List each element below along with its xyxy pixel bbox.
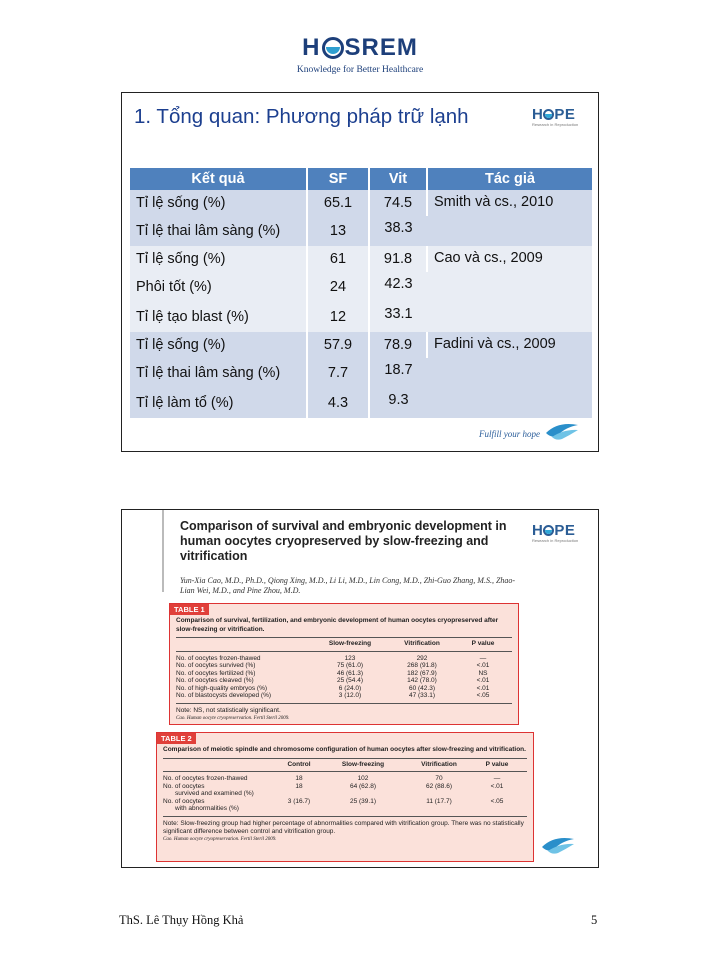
- col-header: [163, 761, 275, 769]
- hope-logo: [532, 522, 578, 543]
- table-2-source: Cao. Human oocyte cryopreservation. Fertil Steril 2009.: [163, 836, 277, 842]
- table-row: No. of high-quality embryos (%) 6 (24.0) 60 (42.3) <.01: [176, 684, 490, 692]
- table-row: [130, 332, 592, 358]
- table-row: No. of blastocysts developed (%) 3 (12.0) 47 (33.1) <.05: [176, 692, 490, 699]
- author-cell: Smith và cs., 2010: [427, 190, 592, 246]
- logo-o-icon: [322, 37, 344, 59]
- table-row: survived and examined (%): [175, 790, 254, 797]
- page-number: 5: [591, 913, 598, 927]
- paper-title: Comparison of survival and embryonic development in human oocytes cryopreserved by slow-freezing and vitrification: [180, 519, 507, 563]
- vit-value: 33.1: [369, 302, 427, 332]
- table-row: No. of oocytes frozen-thawed 123 292 —: [176, 654, 487, 662]
- wave-logo-icon: [540, 833, 576, 855]
- row-label: Tỉ lệ sống (%): [130, 190, 307, 216]
- table-row: No. of oocytes survived (%) 75 (61.0) 268 (91.8) <.01: [176, 662, 490, 669]
- hope-text-post: PE: [554, 106, 576, 123]
- table-1-header: [170, 638, 518, 651]
- sf-value: 13: [307, 216, 369, 246]
- sf-value: 12: [307, 302, 369, 332]
- table-2-header: [157, 759, 533, 772]
- col-header: Slow-freezing: [341, 760, 385, 768]
- slide-overview: [121, 92, 599, 452]
- slide-title: 1. Tổng quan: Phương pháp trữ lạnh: [134, 105, 469, 128]
- fulfill-slogan: Fulfill your hope: [479, 429, 540, 439]
- row-label: Phôi tốt (%): [130, 272, 307, 302]
- row-label: Tỉ lệ tạo blast (%): [130, 302, 307, 332]
- table-row: No. of oocytes 3 (16.7) 25 (39.1) 11 (17.7) <.05: [163, 797, 504, 805]
- paper-table-2: [156, 732, 534, 862]
- table-2-caption: Comparison of meiotic spindle and chromosome configuration of human oocytes after slow-freezing and vitrification.: [163, 746, 526, 753]
- hope-subtitle: Research in Reproduction: [532, 538, 579, 543]
- author-cell: Fadini và cs., 2009: [427, 332, 592, 418]
- table-row: [130, 246, 592, 272]
- logo-text-pre: H: [302, 34, 321, 61]
- hope-o-icon: [543, 109, 554, 120]
- row-label: Tỉ lệ sống (%): [130, 246, 307, 272]
- table-1-note: Note: NS, not statistically significant.: [176, 706, 281, 714]
- hope-logo: [532, 106, 578, 127]
- table-1-source: Cao. Human oocyte cryopreservation. Fertil Steril 2009.: [176, 715, 290, 721]
- table-row: with abnormalities (%): [175, 805, 239, 812]
- table-row: [130, 190, 592, 216]
- hope-subtitle: Research in Reproduction: [532, 122, 579, 127]
- sf-value: 7.7: [307, 358, 369, 388]
- header-author: Tác giả: [427, 168, 592, 190]
- table-2-label: TABLE 2: [157, 733, 196, 744]
- hosrem-header: [0, 34, 720, 75]
- paper-margin-line: [162, 510, 164, 592]
- col-header: Control: [287, 760, 311, 768]
- paper-authors: Yun-Xia Cao, M.D., Ph.D., Qiong Xing, M.D., Li Li, M.D., Lin Cong, M.D., Zhi-Guo Zhang, M.S., Zhao-Lian Wei, M.D., and Pine Zhou, M.D.: [180, 576, 516, 595]
- vit-value: 91.8: [369, 246, 427, 272]
- vit-value: 38.3: [369, 216, 427, 246]
- slide-paper: [121, 509, 599, 868]
- header-result: Kết quả: [130, 168, 307, 190]
- row-label: Tỉ lệ sống (%): [130, 332, 307, 358]
- hosrem-logo: [302, 34, 418, 62]
- table-row: No. of oocytes cleaved (%) 25 (54.4) 142 (78.0) <.01: [176, 677, 490, 684]
- hosrem-tagline: Knowledge for Better Healthcare: [296, 65, 424, 75]
- row-label: Tỉ lệ thai lâm sàng (%): [130, 358, 307, 388]
- sf-value: 65.1: [307, 190, 369, 216]
- sf-value: 61: [307, 246, 369, 272]
- results-header-row: [130, 168, 592, 190]
- sf-value: 57.9: [307, 332, 369, 358]
- logo-text-post: SREM: [344, 34, 418, 61]
- sf-value: 24: [307, 272, 369, 302]
- table-1-label: TABLE 1: [170, 604, 209, 615]
- header-vit: Vit: [369, 168, 427, 190]
- vit-value: 78.9: [369, 332, 427, 358]
- vit-value: 42.3: [369, 272, 427, 302]
- table-1-caption: Comparison of survival, fertilization, and embryonic development of human oocytes cryopreserved after slow-freezing or vitrification.: [176, 617, 499, 633]
- hope-text-pre: H: [532, 522, 544, 539]
- table-row: No. of oocytes fertilized (%) 46 (61.3) 182 (67.9) NS: [176, 669, 488, 677]
- table-row: No. of oocytes 18 64 (62.8) 62 (88.6) <.01: [163, 782, 504, 790]
- vit-value: 9.3: [369, 388, 427, 418]
- header-sf: SF: [307, 168, 369, 190]
- row-label: Tỉ lệ làm tổ (%): [130, 388, 307, 418]
- col-header: P value: [471, 640, 495, 647]
- col-header: Slow-freezing: [328, 640, 372, 647]
- hope-text-post: PE: [554, 522, 576, 539]
- table-row: No. of oocytes frozen-thawed 18 102 70 —: [163, 775, 501, 782]
- col-header: Vitrification: [421, 760, 457, 768]
- footer-author: ThS. Lê Thụy Hồng Khả: [119, 913, 244, 927]
- table-2-note: Note: Slow-freezing group had higher percentage of abnormalities compared with vitrification group. There was no statistically significant difference between control and vitrification group.: [163, 819, 524, 835]
- results-table: [130, 168, 592, 418]
- wave-logo-icon: [544, 419, 580, 441]
- vit-value: 74.5: [369, 190, 427, 216]
- col-header: Vitrification: [404, 640, 440, 647]
- vit-value: 18.7: [369, 358, 427, 388]
- hope-o-icon: [543, 525, 554, 536]
- hope-text-pre: H: [532, 106, 544, 123]
- col-header: P value: [485, 760, 509, 768]
- author-cell: Cao và cs., 2009: [427, 246, 592, 332]
- row-label: Tỉ lệ thai lâm sàng (%): [130, 216, 307, 246]
- paper-table-1: [169, 603, 519, 725]
- sf-value: 4.3: [307, 388, 369, 418]
- col-header: [176, 640, 314, 648]
